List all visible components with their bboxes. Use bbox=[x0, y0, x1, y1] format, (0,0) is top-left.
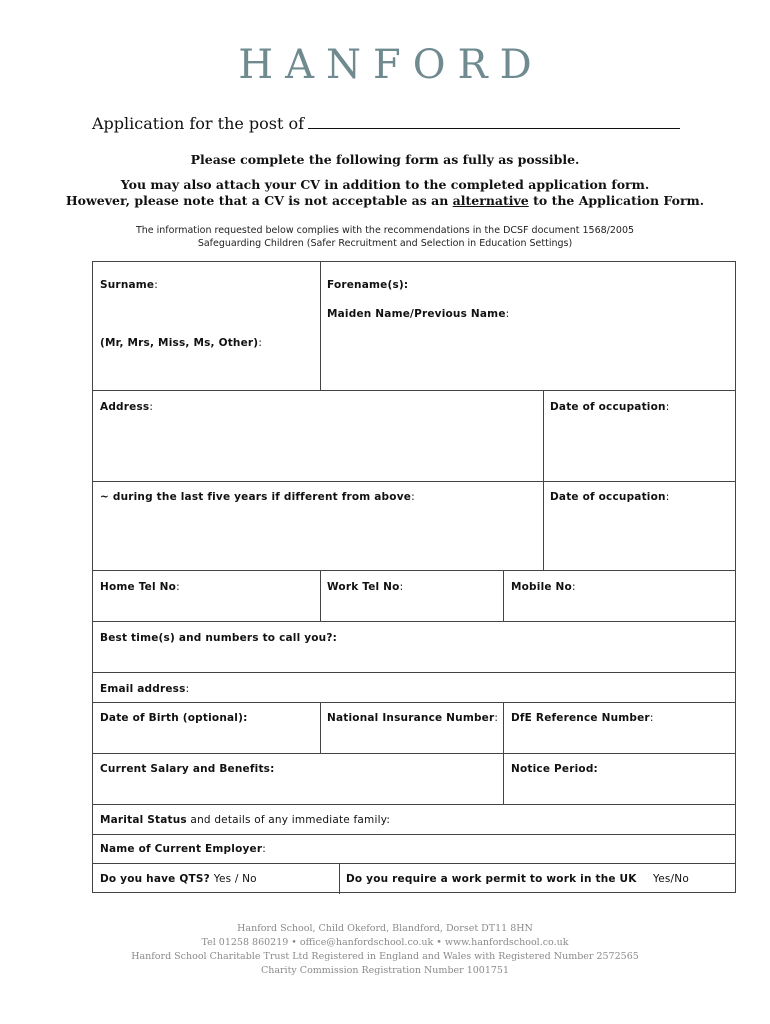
work-tel-field[interactable]: Work Tel No: bbox=[327, 581, 404, 593]
alternative-word: alternative bbox=[452, 193, 529, 208]
school-logo: HANFORD bbox=[238, 42, 544, 88]
post-label: Application for the post of bbox=[92, 114, 305, 133]
post-blank-field[interactable] bbox=[308, 116, 680, 129]
dcsf-note: The information requested below complies with the recommendations in the DCSF document 1568/2005 Safeguarding Children (Safer Recruitment and Selection in Education Settings) bbox=[135, 225, 635, 249]
notice-period-field[interactable]: Notice Period: bbox=[511, 763, 598, 775]
home-tel-field[interactable]: Home Tel No: bbox=[100, 581, 180, 593]
footer-contact: Tel 01258 860219 • office@hanfordschool.co.uk • www.hanfordschool.co.uk bbox=[201, 937, 569, 948]
post-line bbox=[92, 114, 680, 133]
intro-line-3: However, please note that a CV is not acceptable as an alternative to the Application Form. bbox=[65, 193, 705, 208]
date-of-occupation-field[interactable]: Date of occupation: bbox=[550, 401, 670, 413]
footer-registration: Hanford School Charitable Trust Ltd Registered in England and Wales with Registered Number 2572565 bbox=[131, 951, 639, 962]
title-field[interactable]: (Mr, Mrs, Miss, Ms, Other): bbox=[100, 337, 263, 349]
maiden-name-field[interactable]: Maiden Name/Previous Name: bbox=[327, 308, 510, 320]
intro-line-2: You may also attach your CV in addition to the completed application form. bbox=[120, 177, 650, 192]
previous-address-field[interactable]: ~ during the last five years if different from above: bbox=[100, 491, 415, 503]
footer bbox=[0, 922, 770, 978]
dfe-reference-field[interactable]: DfE Reference Number: bbox=[511, 712, 654, 724]
dob-field[interactable]: Date of Birth (optional): bbox=[100, 712, 248, 724]
address-field[interactable]: Address: bbox=[100, 401, 154, 413]
forenames-field[interactable]: Forename(s): bbox=[327, 279, 409, 291]
email-field[interactable]: Email address: bbox=[100, 683, 190, 695]
footer-address: Hanford School, Child Okeford, Blandford, Dorset DT11 8HN bbox=[237, 923, 533, 934]
current-employer-field[interactable]: Name of Current Employer: bbox=[100, 843, 266, 855]
marital-status-field[interactable]: Marital Status and details of any immediate family: bbox=[100, 814, 391, 826]
work-permit-options[interactable]: Yes/No bbox=[653, 873, 689, 885]
intro-line-1: Please complete the following form as fully as possible. bbox=[190, 152, 580, 167]
previous-date-of-occupation-field[interactable]: Date of occupation: bbox=[550, 491, 670, 503]
footer-charity: Charity Commission Registration Number 1001751 bbox=[260, 965, 510, 976]
surname-field[interactable]: Surname: bbox=[100, 279, 158, 291]
intro-block bbox=[0, 177, 770, 209]
qts-options: Yes / No bbox=[213, 873, 257, 885]
ni-number-field[interactable]: National Insurance Number: bbox=[327, 712, 499, 724]
application-form bbox=[92, 261, 736, 893]
mobile-field[interactable]: Mobile No: bbox=[511, 581, 576, 593]
best-time-field[interactable]: Best time(s) and numbers to call you?: bbox=[100, 632, 338, 644]
qts-field[interactable]: Do you have QTS? Yes / No bbox=[100, 873, 257, 885]
work-permit-field[interactable]: Do you require a work permit to work in the UK bbox=[346, 873, 637, 885]
salary-field[interactable]: Current Salary and Benefits: bbox=[100, 763, 275, 775]
